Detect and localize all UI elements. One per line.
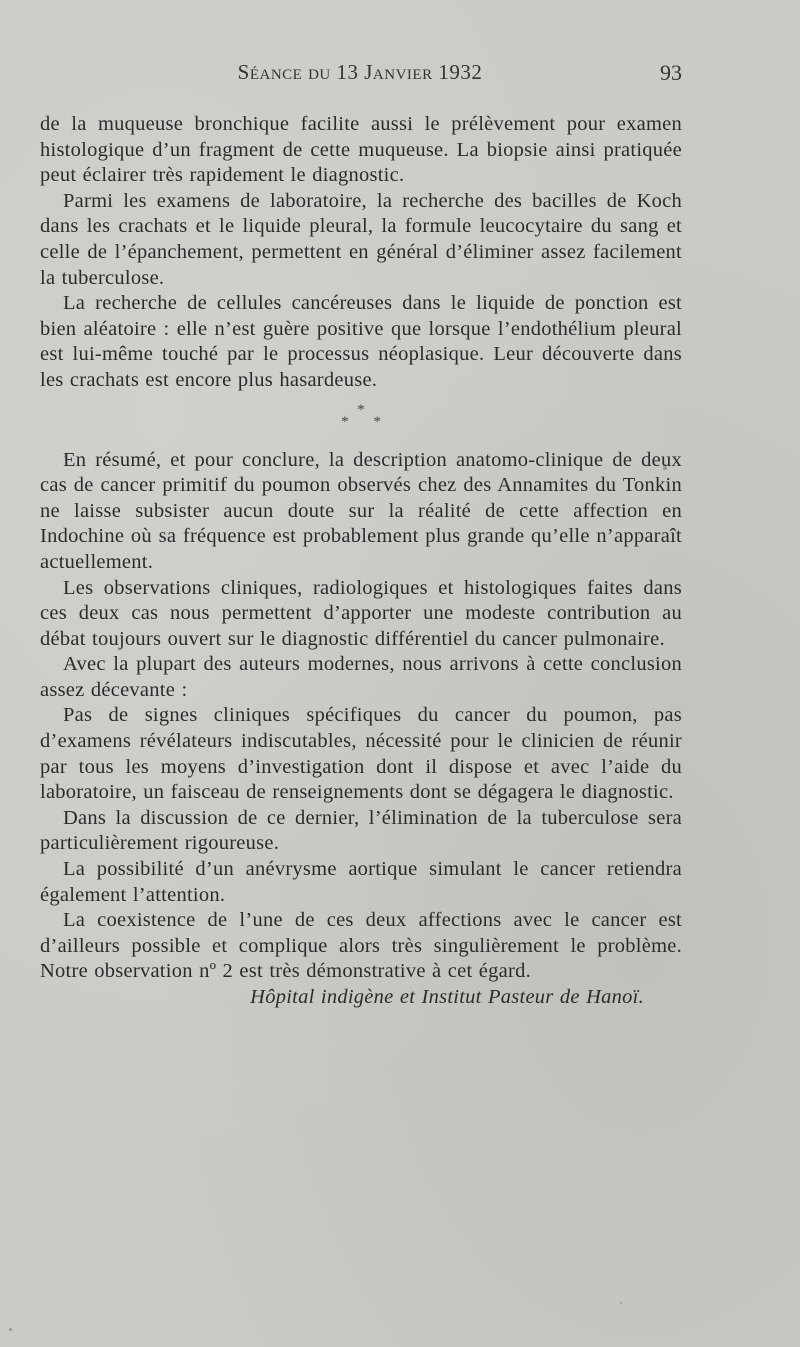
signature-affiliation: Hôpital indigène et Institut Pasteur de Hanoï. — [250, 986, 644, 1008]
body-text — [40, 112, 682, 1011]
asterism-bottom: * * — [341, 413, 391, 430]
paragraph: Pas de signes cliniques spécifiques du cancer du poumon, pas d’examens révélateurs indiscutables, nécessité pour le clinicien de réunir par tous les moyens d’investigation dont il dispose et avec l’aide du laboratoire, un faisceau de renseignements dont se dégagera le diagnostic. — [40, 704, 682, 804]
paragraph: La possibilité d’un anévrysme aortique simulant le cancer retiendra également l’attention. — [40, 858, 682, 906]
paper-speck — [663, 466, 667, 470]
running-head — [40, 60, 680, 90]
paragraph: La recherche de cellules cancéreuses dans le liquide de ponction est bien aléatoire : elle n’est guère positive que lorsque l’endothélium pleural est lui-même touché par le processus néoplasique. Leur découverte dans les crachats est encore plus hasardeuse. — [40, 292, 682, 391]
running-head-title: Séance du 13 Janvier 1932 — [237, 60, 483, 84]
paragraph: En résumé, et pour conclure, la description anatomo-clinique de deux cas de cancer primitif du poumon observés chez des Annamites du Tonkin ne laisse subsister aucun doute sur la réalité de cette affection en Indochine où sa fréquence est probablement plus grande qu’elle n’apparaît actuellement. — [40, 448, 682, 573]
page-number: 93 — [660, 60, 682, 85]
paragraph: Les observations cliniques, radiologiques et histologiques faites dans ces deux cas nous permettent d’apporter une modeste contribution au débat toujours ouvert sur le diagnostic différentiel du cancer pulmonaire. — [40, 576, 682, 650]
paper-speck — [9, 1328, 12, 1331]
paragraph: Parmi les examens de laboratoire, la recherche des bacilles de Koch dans les crachats et le liquide pleural, la formule leucocytaire du sang et celle de l’épanchement, permettent en général d’éliminer assez facilement la tuberculose. — [40, 189, 682, 289]
paper-speck — [64, 455, 67, 458]
paragraph: de la muqueuse bronchique facilite aussi le prélèvement pour examen histologique d’un fragment de cette muqueuse. La biopsie ainsi pratiquée peut éclairer très rapidement le diagnostic. — [40, 113, 682, 187]
paragraph: La coexistence de l’une de ces deux affections avec le cancer est d’ailleurs possible et complique alors très singulièrement le problème. Notre observation nº 2 est très démonstrative à cet égard. — [40, 909, 682, 983]
asterism-top: * — [357, 401, 365, 418]
section-separator-asterism — [40, 401, 682, 430]
paper-speck — [620, 1302, 622, 1304]
paragraph: Dans la discussion de ce dernier, l’élimination de la tuberculose sera particulièrement rigoureuse. — [40, 806, 682, 855]
paragraph: Avec la plupart des auteurs modernes, nous arrivons à cette conclusion assez décevante : — [40, 653, 682, 701]
